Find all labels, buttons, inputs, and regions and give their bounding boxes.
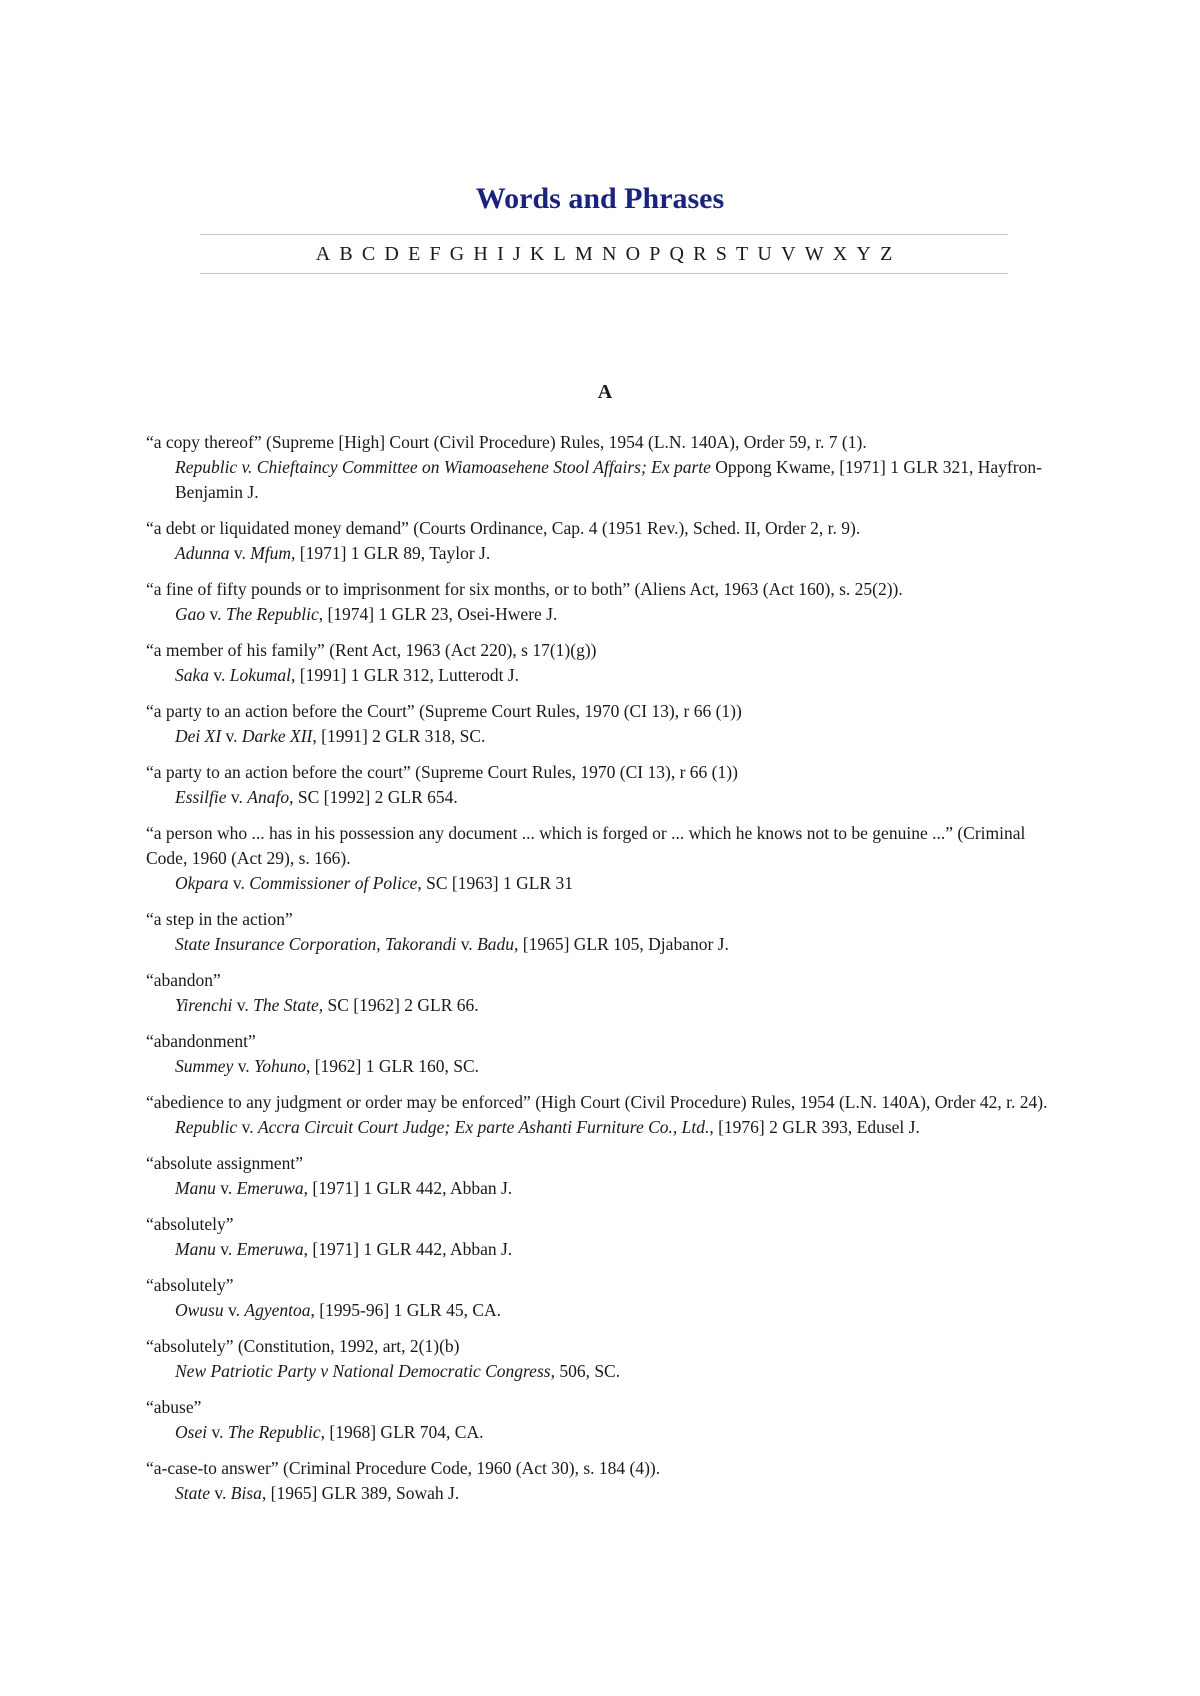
entry: [146, 821, 1066, 896]
entry: [146, 968, 1066, 1018]
page-title: Words and Phrases: [475, 182, 725, 215]
entry: [146, 1456, 1066, 1506]
case-name: Lokumal: [229, 665, 292, 685]
citation-text: , [1995-96] 1 GLR 45, CA.: [310, 1300, 502, 1320]
alphabet-link-s[interactable]: S: [715, 242, 727, 265]
alphabet-link-t[interactable]: T: [736, 242, 749, 265]
citation-text: v.: [223, 1300, 245, 1320]
citation-text: , [1971] 1 GLR 442, Abban J.: [303, 1178, 513, 1198]
alphabet-link-e[interactable]: E: [408, 242, 421, 265]
entry-case-citation: [146, 602, 1066, 627]
citation-text: , [1968] GLR 704, CA.: [320, 1422, 484, 1442]
alphabet-link-o[interactable]: O: [625, 242, 641, 265]
citation-text: , [1965] GLR 389, Sowah J.: [261, 1483, 460, 1503]
entry-case-citation: [146, 541, 1066, 566]
citation-text: v.: [207, 1422, 228, 1442]
case-name: The Republic: [225, 604, 319, 624]
entry: [146, 1273, 1066, 1323]
citation-text: , [1976] 2 GLR 393, Edusel J.: [709, 1117, 920, 1137]
citation-text: , 506, SC.: [550, 1361, 621, 1381]
case-name: Badu: [477, 934, 515, 954]
entry-term: “a member of his family” (Rent Act, 1963 (Act 220), s 17(1)(g)): [146, 640, 597, 660]
citation-text: , [1971] 1 GLR 442, Abban J.: [303, 1239, 513, 1259]
entry-case-citation: [146, 1237, 1066, 1262]
case-name: Owusu: [175, 1300, 224, 1320]
alphabet-link-k[interactable]: K: [529, 242, 545, 265]
entry: [146, 638, 1066, 688]
citation-text: , [1971] 1 GLR 89, Taylor J.: [291, 543, 491, 563]
citation-text: v.: [232, 995, 254, 1015]
entry-term: “a person who ... has in his possession any document ... which is forged or ... which he knows not to be genuine ...” (Criminal Code, 1960 (Act 29), s. 166).: [146, 823, 1026, 868]
case-name: State: [175, 1483, 210, 1503]
citation-text: v.: [210, 1483, 231, 1503]
citation-text: Oppong Kwame, [1971] 1 GLR 321, Hayfron-Benjamin J.: [175, 457, 1042, 502]
entry: [146, 760, 1066, 810]
entry-term: “a copy thereof” (Supreme [High] Court (Civil Procedure) Rules, 1954 (L.N. 140A), Order 59, r. 7 (1).: [146, 432, 867, 452]
case-name: Agyentoa: [244, 1300, 311, 1320]
citation-text: , [1962] 1 GLR 160, SC.: [305, 1056, 480, 1076]
entry: [146, 577, 1066, 627]
citation-text: v.: [228, 873, 250, 893]
case-name: Mfum: [250, 543, 292, 563]
case-name: Republic: [175, 1117, 238, 1137]
citation-text: v.: [205, 604, 226, 624]
alphabet-link-j[interactable]: J: [512, 242, 521, 265]
case-name: The State: [253, 995, 319, 1015]
entry: [146, 1334, 1066, 1384]
citation-text: v.: [215, 1178, 237, 1198]
entry-case-citation: [146, 785, 1066, 810]
citation-text: v.: [215, 1239, 237, 1259]
entry-case-citation: [146, 1481, 1066, 1506]
alphabet-link-b[interactable]: B: [339, 242, 353, 265]
case-name: Emeruwa: [236, 1239, 304, 1259]
alphabet-link-a[interactable]: A: [315, 242, 331, 265]
citation-text: , SC [1962] 2 GLR 66.: [318, 995, 479, 1015]
entry-term: “absolute assignment”: [146, 1153, 303, 1173]
case-name: Osei: [175, 1422, 208, 1442]
entry-term: “absolutely”: [146, 1214, 234, 1234]
citation-text: v.: [229, 543, 251, 563]
entry: [146, 1212, 1066, 1262]
case-name: Anafo: [247, 787, 290, 807]
entry-case-citation: [146, 1054, 1066, 1079]
entry-term: “a debt or liquidated money demand” (Courts Ordinance, Cap. 4 (1951 Rev.), Sched. II, Order 2, r. 9).: [146, 518, 861, 538]
entry-case-citation: [146, 1298, 1066, 1323]
entry-term: “absolutely” (Constitution, 1992, art, 2(1)(b): [146, 1336, 460, 1356]
alphabet-link-g[interactable]: G: [449, 242, 465, 265]
entry: [146, 907, 1066, 957]
entry: [146, 1029, 1066, 1079]
alphabet-link-l[interactable]: L: [553, 242, 566, 265]
case-name: Manu: [175, 1178, 216, 1198]
entry: [146, 1395, 1066, 1445]
citation-text: , [1991] 1 GLR 312, Lutterodt J.: [291, 665, 519, 685]
alphabet-link-m[interactable]: M: [574, 242, 593, 265]
alphabet-link-x[interactable]: X: [832, 242, 848, 265]
entry-term: “abuse”: [146, 1397, 202, 1417]
entry-case-citation: [146, 993, 1066, 1018]
citation-text: , SC [1963] 1 GLR 31: [417, 873, 573, 893]
alphabet-link-f[interactable]: F: [429, 242, 441, 265]
entry-term: “a fine of fifty pounds or to imprisonment for six months, or to both” (Aliens Act, 1963 (Act 160), s. 25(2)).: [146, 579, 903, 599]
entry: [146, 430, 1066, 505]
citation-text: , SC [1992] 2 GLR 654.: [289, 787, 458, 807]
alphabet-link-y[interactable]: Y: [856, 242, 871, 265]
case-name: Darke XII: [241, 726, 313, 746]
citation-text: , [1991] 2 GLR 318, SC.: [312, 726, 486, 746]
citation-text: v.: [237, 1117, 258, 1137]
entry-term: “a party to an action before the court” (Supreme Court Rules, 1970 (CI 13), r 66 (1)): [146, 762, 738, 782]
case-name: Bisa: [230, 1483, 262, 1503]
case-name: State Insurance Corporation, Takorandi: [175, 934, 457, 954]
citation-text: v.: [456, 934, 478, 954]
alphabet-link-u[interactable]: U: [757, 242, 772, 265]
entry-term: “a party to an action before the Court” (Supreme Court Rules, 1970 (CI 13), r 66 (1)): [146, 701, 742, 721]
entry: [146, 516, 1066, 566]
citation-text: v.: [209, 665, 230, 685]
entry-term: “a-case-to answer” (Criminal Procedure Code, 1960 (Act 30), s. 184 (4)).: [146, 1458, 661, 1478]
entry: [146, 1090, 1066, 1140]
case-name: Manu: [175, 1239, 216, 1259]
case-name: Commissioner of Police: [249, 873, 418, 893]
case-name: Adunna: [175, 543, 230, 563]
citation-text: v.: [233, 1056, 255, 1076]
citation-text: v.: [221, 726, 242, 746]
alphabet-link-d[interactable]: D: [384, 242, 399, 265]
case-name: The Republic: [227, 1422, 321, 1442]
entry: [146, 1151, 1066, 1201]
entry-term: “abedience to any judgment or order may be enforced” (High Court (Civil Procedure) Rules, 1954 (L.N. 140A), Order 42, r. 24).: [146, 1092, 1048, 1112]
alphabet-index: [200, 234, 1008, 274]
section-letter-heading: A: [597, 381, 613, 403]
case-name: Emeruwa: [236, 1178, 304, 1198]
alphabet-link-z[interactable]: Z: [880, 242, 893, 265]
case-name: Summey: [175, 1056, 234, 1076]
alphabet-link-p[interactable]: P: [649, 242, 661, 265]
case-name: Gao: [175, 604, 206, 624]
case-name: Republic v. Chieftaincy Committee on Wiamoasehene Stool Affairs; Ex parte: [175, 457, 711, 477]
case-name: New Patriotic Party v National Democratic Congress: [175, 1361, 551, 1381]
case-name: Yirenchi: [175, 995, 233, 1015]
case-name: Dei XI: [175, 726, 222, 746]
alphabet-link-h[interactable]: H: [473, 242, 488, 265]
alphabet-link-w[interactable]: W: [804, 242, 824, 265]
citation-text: , [1965] GLR 105, Djabanor J.: [514, 934, 729, 954]
entry-case-citation: [146, 871, 1066, 896]
alphabet-link-i[interactable]: I: [497, 242, 504, 265]
entry-term: “a step in the action”: [146, 909, 293, 929]
citation-text: v.: [226, 787, 248, 807]
case-name: Accra Circuit Court Judge; Ex parte Ashanti Furniture Co., Ltd.: [257, 1117, 710, 1137]
entry: [146, 699, 1066, 749]
citation-text: , [1974] 1 GLR 23, Osei-Hwere J.: [318, 604, 558, 624]
case-name: Essilfie: [175, 787, 227, 807]
entry-term: “abandonment”: [146, 1031, 256, 1051]
case-name: Yohuno: [254, 1056, 306, 1076]
entry-case-citation: [146, 455, 1066, 505]
entry-case-citation: [146, 1115, 1066, 1140]
entry-term: “abandon”: [146, 970, 221, 990]
entry-case-citation: [146, 932, 1066, 957]
case-name: Okpara: [175, 873, 229, 893]
entries-list: [146, 430, 1066, 1517]
case-name: Saka: [175, 665, 210, 685]
entry-term: “absolutely”: [146, 1275, 234, 1295]
alphabet-link-n[interactable]: N: [601, 242, 617, 265]
entry-case-citation: [146, 1176, 1066, 1201]
entry-case-citation: [146, 663, 1066, 688]
entry-case-citation: [146, 1359, 1066, 1384]
alphabet-link-r[interactable]: R: [693, 242, 707, 265]
alphabet-link-v[interactable]: V: [781, 242, 796, 265]
entry-case-citation: [146, 1420, 1066, 1445]
entry-case-citation: [146, 724, 1066, 749]
alphabet-link-c[interactable]: C: [361, 242, 376, 265]
alphabet-link-q[interactable]: Q: [669, 242, 684, 265]
